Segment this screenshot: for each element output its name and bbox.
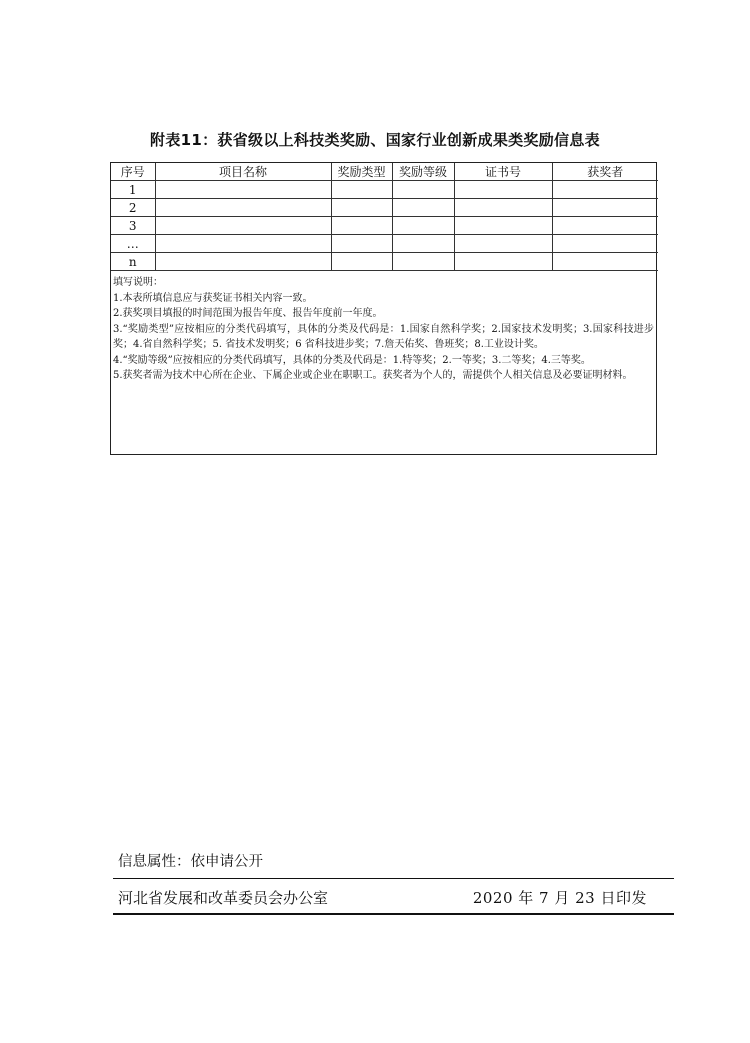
page-title: 附表11：获省级以上科技类奖励、国家行业创新成果类奖励信息表 bbox=[150, 131, 600, 149]
row-serial: 1 bbox=[111, 181, 155, 199]
footer-rule-bottom bbox=[113, 913, 674, 915]
footer-rule-top bbox=[113, 878, 674, 879]
certificate-no-cell[interactable] bbox=[454, 235, 552, 253]
issue-date: 2020 年 7 月 23 日印发 bbox=[472, 889, 647, 907]
awardee-cell[interactable] bbox=[552, 217, 658, 235]
col-header-project-name: 项目名称 bbox=[155, 163, 331, 181]
instruction-item: 2.获奖项目填报的时间范围为报告年度、报告年度前一年度。 bbox=[113, 308, 383, 319]
certificate-no-cell[interactable] bbox=[454, 217, 552, 235]
instruction-item: 1.本表所填信息应与获奖证书相关内容一致。 bbox=[113, 292, 313, 304]
award-type-cell[interactable] bbox=[331, 181, 392, 199]
col-header-award-type: 奖励类型 bbox=[331, 163, 392, 181]
award-type-cell[interactable] bbox=[331, 217, 392, 235]
info-attribute: 信息属性：依申请公开 bbox=[118, 854, 263, 870]
col-header-award-level: 奖励等级 bbox=[392, 163, 454, 181]
table-row bbox=[111, 235, 658, 253]
row-serial: 3 bbox=[111, 217, 155, 235]
certificate-no-cell[interactable] bbox=[454, 253, 552, 271]
award-level-cell[interactable] bbox=[392, 199, 454, 217]
table-row bbox=[111, 253, 658, 271]
col-header-awardee: 获奖者 bbox=[552, 163, 658, 181]
project-name-cell[interactable] bbox=[155, 199, 331, 217]
issuing-office: 河北省发展和改革委员会办公室 bbox=[118, 889, 329, 907]
row-serial: n bbox=[111, 253, 155, 271]
table-row bbox=[111, 181, 658, 199]
project-name-cell[interactable] bbox=[155, 253, 331, 271]
table-header-row bbox=[111, 163, 658, 181]
award-type-cell[interactable] bbox=[331, 253, 392, 271]
table-row bbox=[111, 217, 658, 235]
row-serial: 2 bbox=[111, 199, 155, 217]
instructions-heading: 填写说明： bbox=[113, 277, 163, 288]
award-type-cell[interactable] bbox=[331, 235, 392, 253]
award-level-cell[interactable] bbox=[392, 253, 454, 271]
award-form bbox=[110, 162, 657, 455]
awardee-cell[interactable] bbox=[552, 199, 658, 217]
award-level-cell[interactable] bbox=[392, 181, 454, 199]
award-level-cell[interactable] bbox=[392, 217, 454, 235]
table-row bbox=[111, 199, 658, 217]
col-header-serial: 序号 bbox=[111, 163, 155, 181]
instruction-item: 5.获奖者需为技术中心所在企业、下属企业或企业在职职工。获奖者为个人的，需提供个人相关信息及必要证明材料。 bbox=[113, 370, 633, 381]
instruction-item: 4.“奖励等级”应按相应的分类代码填写，具体的分类及代码是：1.特等奖；2.一等奖；3.二等奖；4.三等奖。 bbox=[113, 354, 591, 366]
project-name-cell[interactable] bbox=[155, 181, 331, 199]
project-name-cell[interactable] bbox=[155, 235, 331, 253]
award-table bbox=[111, 163, 658, 271]
certificate-no-cell[interactable] bbox=[454, 199, 552, 217]
instruction-item: 3.“奖励类型”应按相应的分类代码填写，具体的分类及代码是：1.国家自然科学奖；2.国家技术发明奖；3.国家科技进步奖；4.省自然科学奖；5. 省技术发明奖；6 省科技进步奖；7.詹天佑奖、鲁班奖；8.工业设计奖。 bbox=[113, 323, 654, 350]
awardee-cell[interactable] bbox=[552, 235, 658, 253]
col-header-certificate-no: 证书号 bbox=[454, 163, 552, 181]
award-type-cell[interactable] bbox=[331, 199, 392, 217]
project-name-cell[interactable] bbox=[155, 217, 331, 235]
row-serial: … bbox=[111, 235, 155, 253]
award-level-cell[interactable] bbox=[392, 235, 454, 253]
awardee-cell[interactable] bbox=[552, 181, 658, 199]
certificate-no-cell[interactable] bbox=[454, 181, 552, 199]
awardee-cell[interactable] bbox=[552, 253, 658, 271]
filling-instructions bbox=[111, 271, 656, 384]
